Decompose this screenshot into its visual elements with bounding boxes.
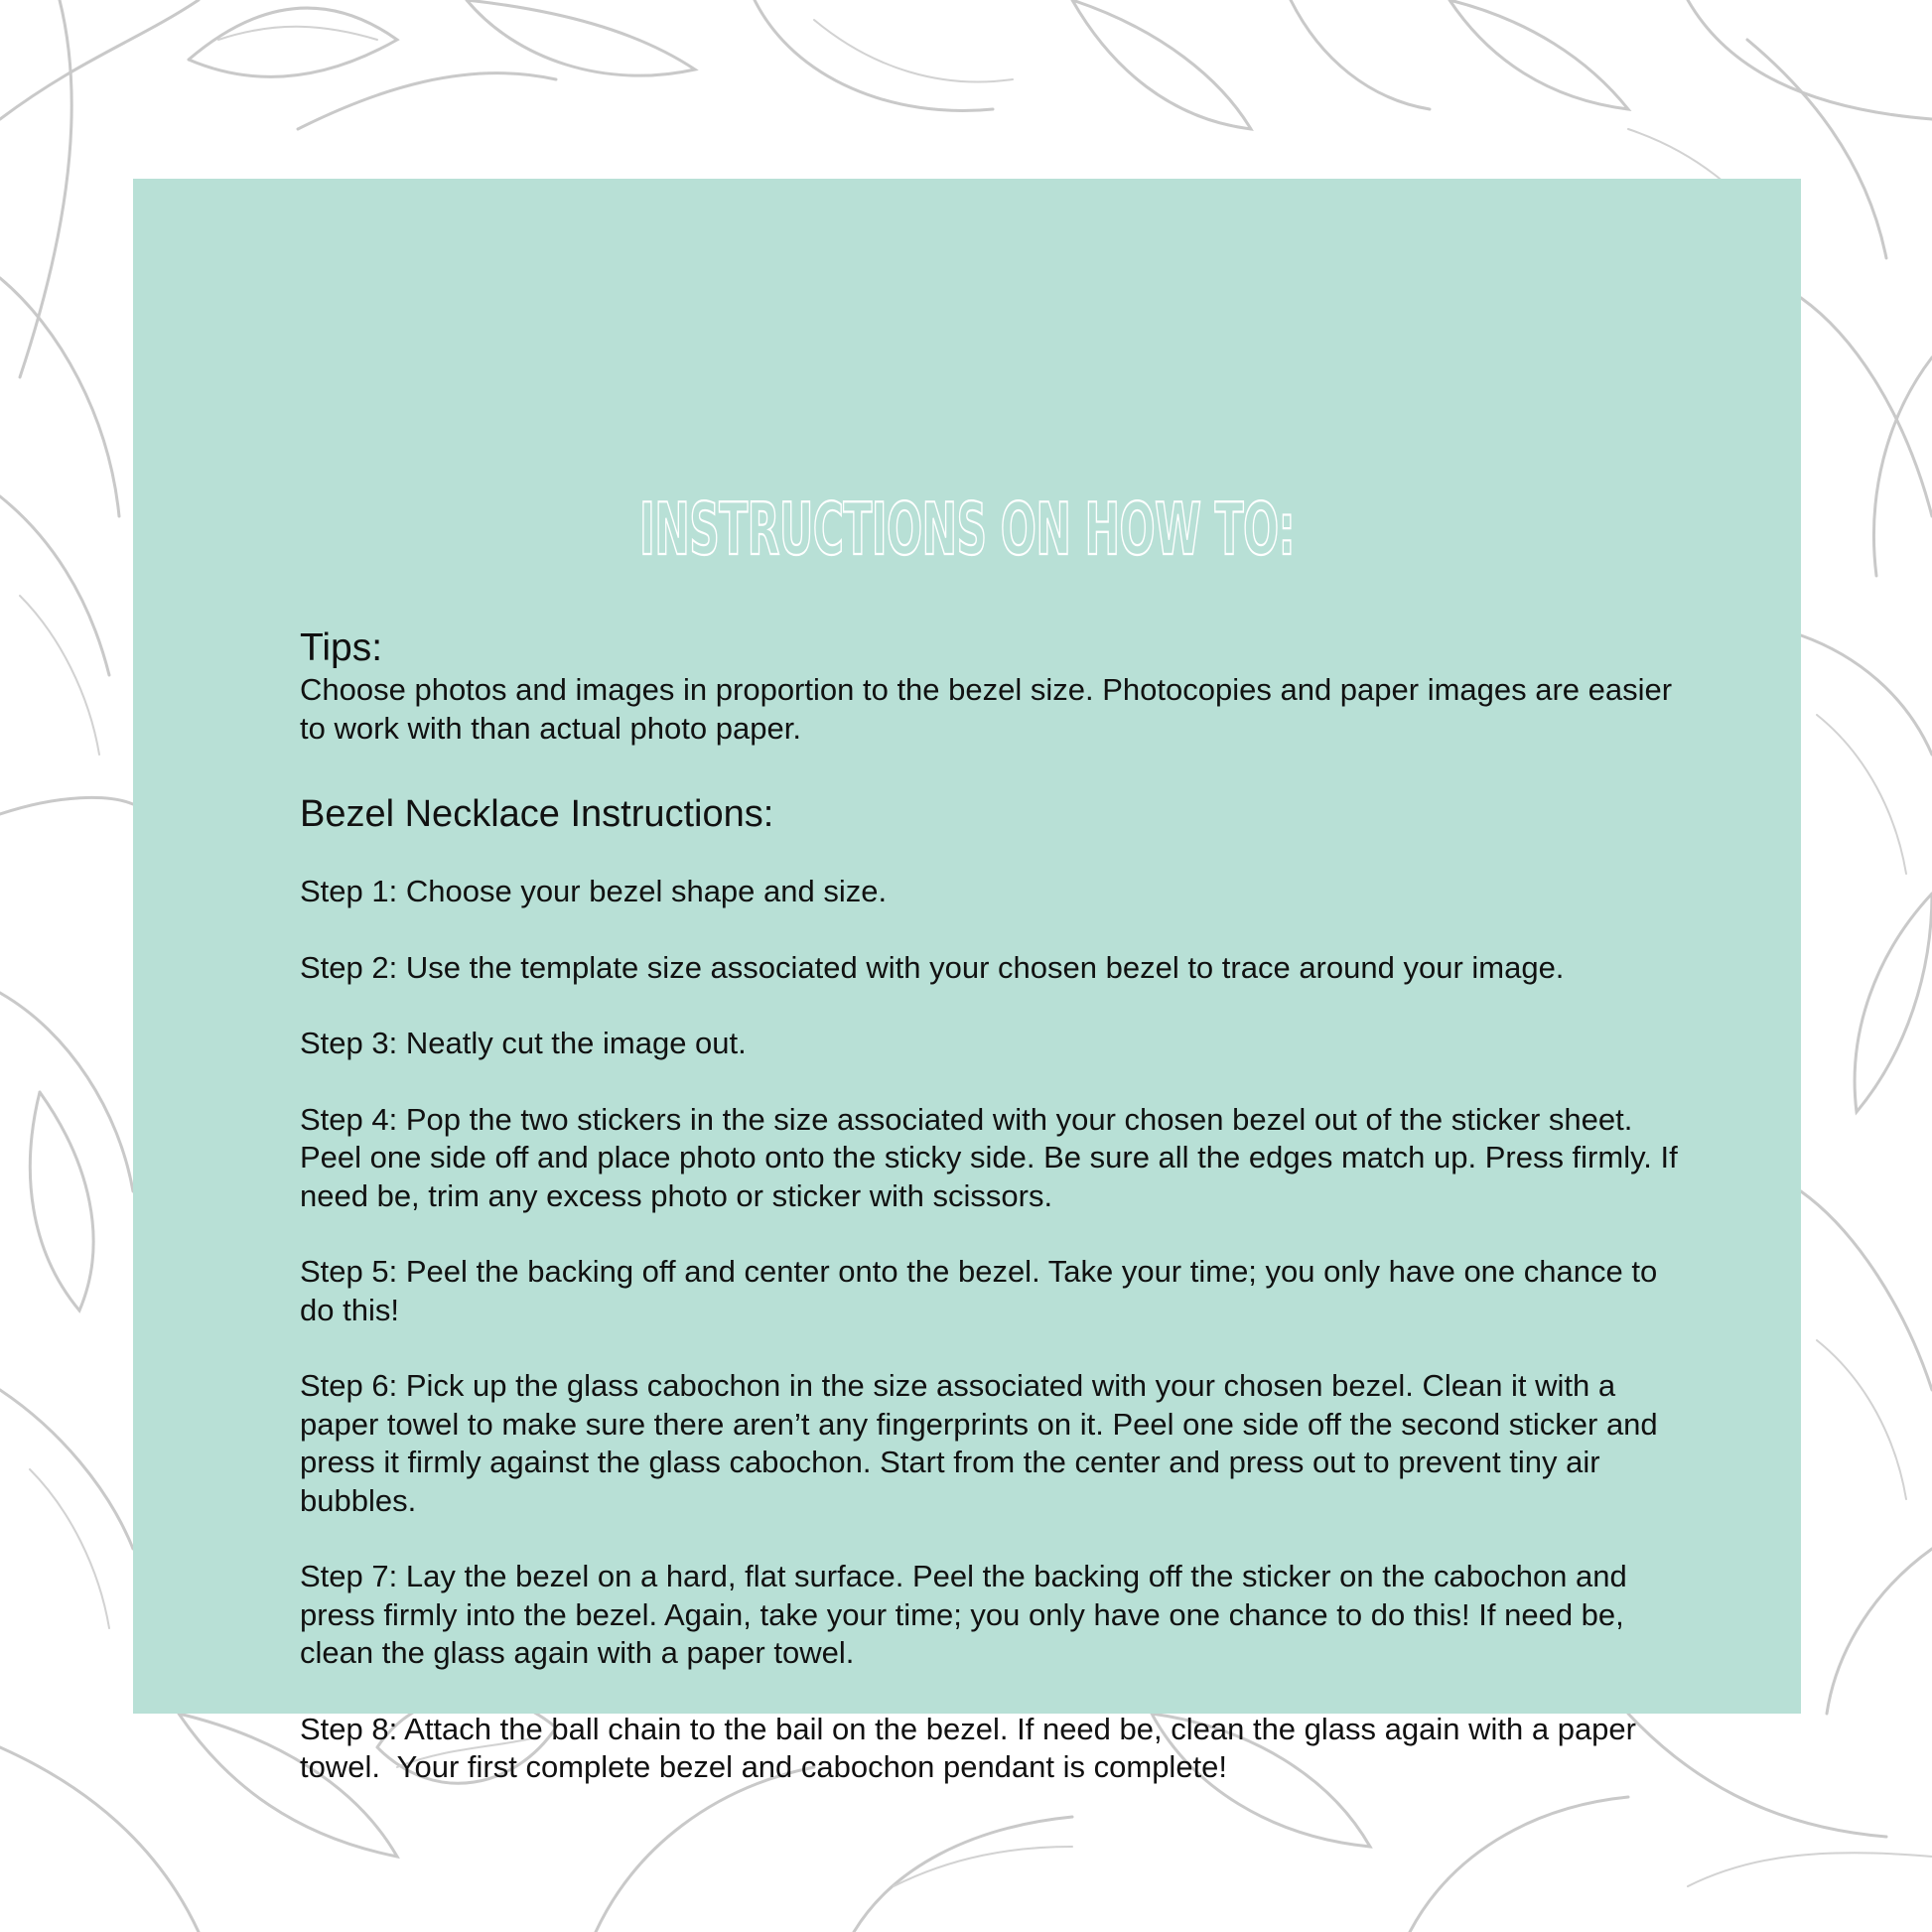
- step-6: Step 6: Pick up the glass cabochon in the size associated with your chosen bezel. Clean it with a paper towel to make sure there aren’t any fingerprints on it. Peel one side off the second sticker and press it firmly against the glass cabochon. Start from the center and press out to prevent tiny air bubbles.: [300, 1368, 1667, 1518]
- instructions-panel: [133, 179, 1801, 1784]
- step-8: Step 8: Attach the ball chain to the bail on the bezel. If need be, clean the glass again with a paper towel. Your first complete bezel and cabochon pendant is complete!: [300, 1711, 1645, 1784]
- steps-list: [300, 873, 1690, 1787]
- tips-heading: Tips:: [300, 626, 383, 669]
- section-heading: Bezel Necklace Instructions:: [300, 793, 774, 835]
- step-3: Step 3: Neatly cut the image out.: [300, 1026, 747, 1060]
- step-2: Step 2: Use the template size associated with your chosen bezel to trace around your image.: [300, 949, 1565, 985]
- page-title: [133, 477, 1801, 576]
- tips-text: Choose photos and images in proportion to the bezel size. Photocopies and paper images are easier to work with than actual photo paper.: [300, 672, 1673, 746]
- step-4: Step 4: Pop the two stickers in the size associated with your chosen bezel out of the sticker sheet. Peel one side off and place photo onto the sticky side. Be sure all the edges match up. Press firmly. If need be, trim any excess photo or sticker with scissors.: [300, 1101, 1687, 1213]
- step-5: Step 5: Peel the backing off and center onto the bezel. Take your time; you only have one chance to do this!: [300, 1254, 1666, 1327]
- page-title-text: INSTRUCTIONS ON HOW TO:: [639, 487, 1295, 571]
- page-title-outline: [590, 477, 1344, 576]
- step-1: Step 1: Choose your bezel shape and size.: [300, 874, 888, 908]
- instructions-content: [300, 625, 1690, 1825]
- step-7: Step 7: Lay the bezel on a hard, flat surface. Peel the backing off the sticker on the cabochon and press firmly into the bezel. Again, take your time; you only have one chance to do this! If need be, clean the glass again with a paper towel.: [300, 1559, 1636, 1670]
